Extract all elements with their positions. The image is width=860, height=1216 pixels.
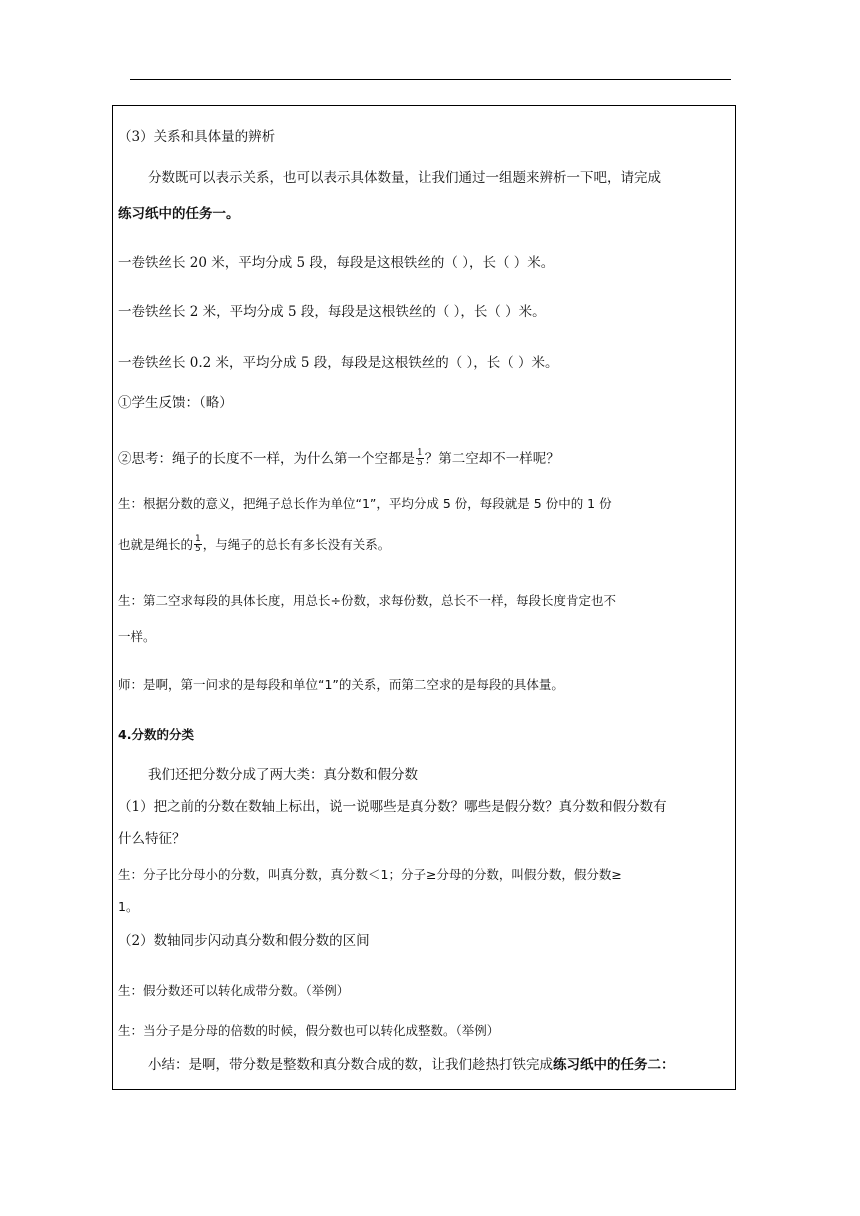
fraction-denominator: 5 <box>195 544 201 554</box>
teacher-remark: 师：是啊，第一问求的是每段和单位“1”的关系，而第二空求的是每段的具体量。 <box>118 677 564 692</box>
student-answer-1-line1: 生：根据分数的意义，把绳子总长作为单位“1”，平均分成 5 份，每段就是 5 份中的 1 份 <box>118 496 612 511</box>
student-feedback: ①学生反馈：（略） <box>118 395 233 411</box>
summary-text: 小结：是啊，带分数是整数和真分数合成的数，让我们趁热打铁完成 <box>148 1057 553 1073</box>
task-two-label: 练习纸中的任务二： <box>553 1057 675 1073</box>
header-rule <box>130 79 731 80</box>
task-one-label: 练习纸中的任务一。 <box>118 206 240 222</box>
fraction-one-fifth <box>194 535 202 554</box>
section4-student-2: 生：假分数还可以转化成带分数。（举例） <box>118 983 350 998</box>
question-3: 一卷铁丝长 0.2 米，平均分成 5 段，每段是这根铁丝的（ ），长（ ）米。 <box>118 355 559 371</box>
part2: （2）数轴同步闪动真分数和假分数的区间 <box>118 933 370 949</box>
student-answer-2-line1: 生：第二空求每段的具体长度，用总长÷份数，求每份数，总长不一样，每段长度肯定也不 <box>118 593 616 608</box>
section4-title: 4.分数的分类 <box>118 727 194 742</box>
student-answer-1-line2 <box>118 536 390 555</box>
section4-student-1-line2: 1。 <box>118 899 139 914</box>
fraction-numerator: 1 <box>417 448 423 458</box>
fraction-numerator: 1 <box>195 534 201 544</box>
section4-intro: 我们还把分数分成了两大类：真分数和假分数 <box>148 767 418 783</box>
section4-student-1-line1: 生：分子比分母小的分数，叫真分数，真分数＜1；分子≥分母的分数，叫假分数，假分数≥ <box>118 867 622 882</box>
section3-intro-line1: 分数既可以表示关系，也可以表示具体数量，让我们通过一组题来辨析一下吧，请完成 <box>148 170 661 186</box>
question-1: 一卷铁丝长 20 米，平均分成 5 段，每段是这根铁丝的（ ），长（ ）米。 <box>118 255 555 271</box>
question-2: 一卷铁丝长 2 米，平均分成 5 段，每段是这根铁丝的（ ），长（ ）米。 <box>118 304 546 320</box>
think-post: ？第二空却不一样呢？ <box>424 451 560 467</box>
answer1-post: ，与绳子的总长有多长没有关系。 <box>202 537 391 552</box>
section4-heading <box>118 726 194 744</box>
think-question <box>118 450 560 469</box>
section3-intro-line2 <box>118 205 240 223</box>
part1-line2: 什么特征？ <box>118 831 186 847</box>
answer1-pre: 也就是绳长的 <box>118 537 194 552</box>
section4-student-3: 生：当分子是分母的倍数的时候，假分数也可以转化成整数。（举例） <box>118 1023 500 1038</box>
fraction-denominator: 5 <box>417 458 423 468</box>
part1-line1: （1）把之前的分数在数轴上标出，说一说哪些是真分数？哪些是假分数？真分数和假分数有 <box>118 799 667 815</box>
summary <box>148 1056 675 1074</box>
think-pre: ②思考：绳子的长度不一样，为什么第一个空都是 <box>118 451 415 467</box>
section3-heading: （3）关系和具体量的辨析 <box>118 129 276 145</box>
student-answer-2-line2: 一样。 <box>118 629 156 644</box>
fraction-one-fifth <box>416 449 424 468</box>
